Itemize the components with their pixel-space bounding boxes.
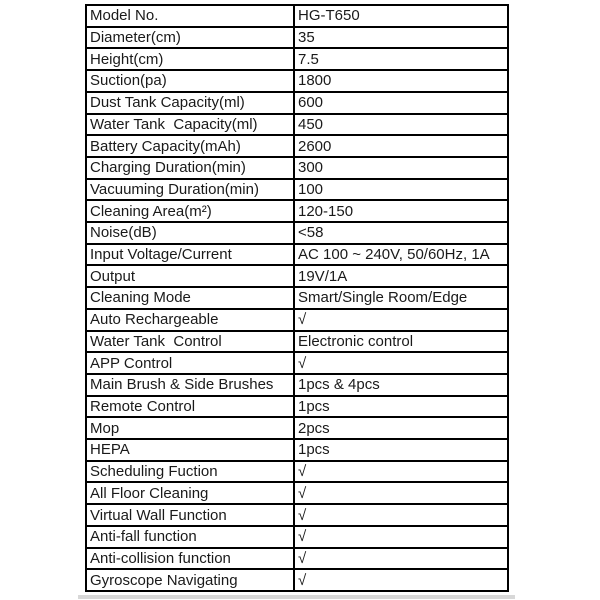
spec-label-cell: Noise(dB) bbox=[86, 222, 294, 244]
table-row bbox=[86, 548, 508, 570]
spec-label-cell: Dust Tank Capacity(ml) bbox=[86, 92, 294, 114]
spec-label-cell: Mop bbox=[86, 417, 294, 439]
table-row bbox=[86, 482, 508, 504]
table-row bbox=[86, 504, 508, 526]
spec-label-cell: Virtual Wall Function bbox=[86, 504, 294, 526]
spec-value-cell: √ bbox=[294, 309, 508, 331]
table-row bbox=[86, 70, 508, 92]
spec-value-cell: √ bbox=[294, 482, 508, 504]
table-row bbox=[86, 157, 508, 179]
table-row bbox=[86, 135, 508, 157]
spec-label-cell: Cleaning Mode bbox=[86, 287, 294, 309]
table-row bbox=[86, 27, 508, 49]
table-row bbox=[86, 265, 508, 287]
table-row bbox=[86, 179, 508, 201]
spec-value-cell: √ bbox=[294, 461, 508, 483]
spec-label-cell: Battery Capacity(mAh) bbox=[86, 135, 294, 157]
spec-label-cell: Input Voltage/Current bbox=[86, 244, 294, 266]
spec-label-cell: Scheduling Fuction bbox=[86, 461, 294, 483]
table-row bbox=[86, 92, 508, 114]
table-row bbox=[86, 396, 508, 418]
table-row bbox=[86, 5, 508, 27]
spec-value-cell: 35 bbox=[294, 27, 508, 49]
spec-label-cell: Cleaning Area(m²) bbox=[86, 200, 294, 222]
spec-table-body bbox=[86, 5, 508, 591]
spec-label-cell: HEPA bbox=[86, 439, 294, 461]
table-row bbox=[86, 309, 508, 331]
spec-label-cell: Suction(pa) bbox=[86, 70, 294, 92]
spec-value-cell: Smart/Single Room/Edge bbox=[294, 287, 508, 309]
spec-label-cell: Anti-fall function bbox=[86, 526, 294, 548]
spec-value-cell: 2600 bbox=[294, 135, 508, 157]
spec-value-cell: √ bbox=[294, 548, 508, 570]
spec-value-cell: 1pcs bbox=[294, 396, 508, 418]
spec-label-cell: Main Brush & Side Brushes bbox=[86, 374, 294, 396]
spec-label-cell: Water Tank Control bbox=[86, 331, 294, 353]
table-row bbox=[86, 374, 508, 396]
spec-value-cell: 450 bbox=[294, 114, 508, 136]
table-row bbox=[86, 48, 508, 70]
spec-label-cell: Gyroscope Navigating bbox=[86, 569, 294, 591]
table-row bbox=[86, 461, 508, 483]
table-row bbox=[86, 569, 508, 591]
spec-value-cell: √ bbox=[294, 504, 508, 526]
spec-value-cell: 1800 bbox=[294, 70, 508, 92]
spec-label-cell: Output bbox=[86, 265, 294, 287]
table-row bbox=[86, 526, 508, 548]
product-specification-table bbox=[85, 4, 509, 592]
spec-value-cell: 19V/1A bbox=[294, 265, 508, 287]
table-row bbox=[86, 200, 508, 222]
table-row bbox=[86, 331, 508, 353]
spec-value-cell: Electronic control bbox=[294, 331, 508, 353]
spec-value-cell: AC 100 ~ 240V, 50/60Hz, 1A bbox=[294, 244, 508, 266]
spec-value-cell: <58 bbox=[294, 222, 508, 244]
spec-value-cell: HG-T650 bbox=[294, 5, 508, 27]
spec-value-cell: 300 bbox=[294, 157, 508, 179]
spec-value-cell: 7.5 bbox=[294, 48, 508, 70]
table-row bbox=[86, 222, 508, 244]
spec-value-cell: 100 bbox=[294, 179, 508, 201]
table-row bbox=[86, 417, 508, 439]
table-row bbox=[86, 439, 508, 461]
spec-value-cell: √ bbox=[294, 352, 508, 374]
spec-value-cell: √ bbox=[294, 569, 508, 591]
table-bottom-shadow bbox=[78, 595, 515, 599]
spec-label-cell: Model No. bbox=[86, 5, 294, 27]
spec-value-cell: √ bbox=[294, 526, 508, 548]
spec-label-cell: Diameter(cm) bbox=[86, 27, 294, 49]
spec-value-cell: 1pcs & 4pcs bbox=[294, 374, 508, 396]
table-row bbox=[86, 244, 508, 266]
spec-label-cell: Auto Rechargeable bbox=[86, 309, 294, 331]
table-row bbox=[86, 114, 508, 136]
spec-label-cell: APP Control bbox=[86, 352, 294, 374]
spec-label-cell: Vacuuming Duration(min) bbox=[86, 179, 294, 201]
spec-label-cell: Height(cm) bbox=[86, 48, 294, 70]
spec-value-cell: 120-150 bbox=[294, 200, 508, 222]
table-row bbox=[86, 352, 508, 374]
spec-label-cell: Remote Control bbox=[86, 396, 294, 418]
spec-label-cell: All Floor Cleaning bbox=[86, 482, 294, 504]
table-row bbox=[86, 287, 508, 309]
spec-label-cell: Water Tank Capacity(ml) bbox=[86, 114, 294, 136]
spec-value-cell: 600 bbox=[294, 92, 508, 114]
spec-value-cell: 2pcs bbox=[294, 417, 508, 439]
spec-value-cell: 1pcs bbox=[294, 439, 508, 461]
spec-label-cell: Charging Duration(min) bbox=[86, 157, 294, 179]
spec-label-cell: Anti-collision function bbox=[86, 548, 294, 570]
